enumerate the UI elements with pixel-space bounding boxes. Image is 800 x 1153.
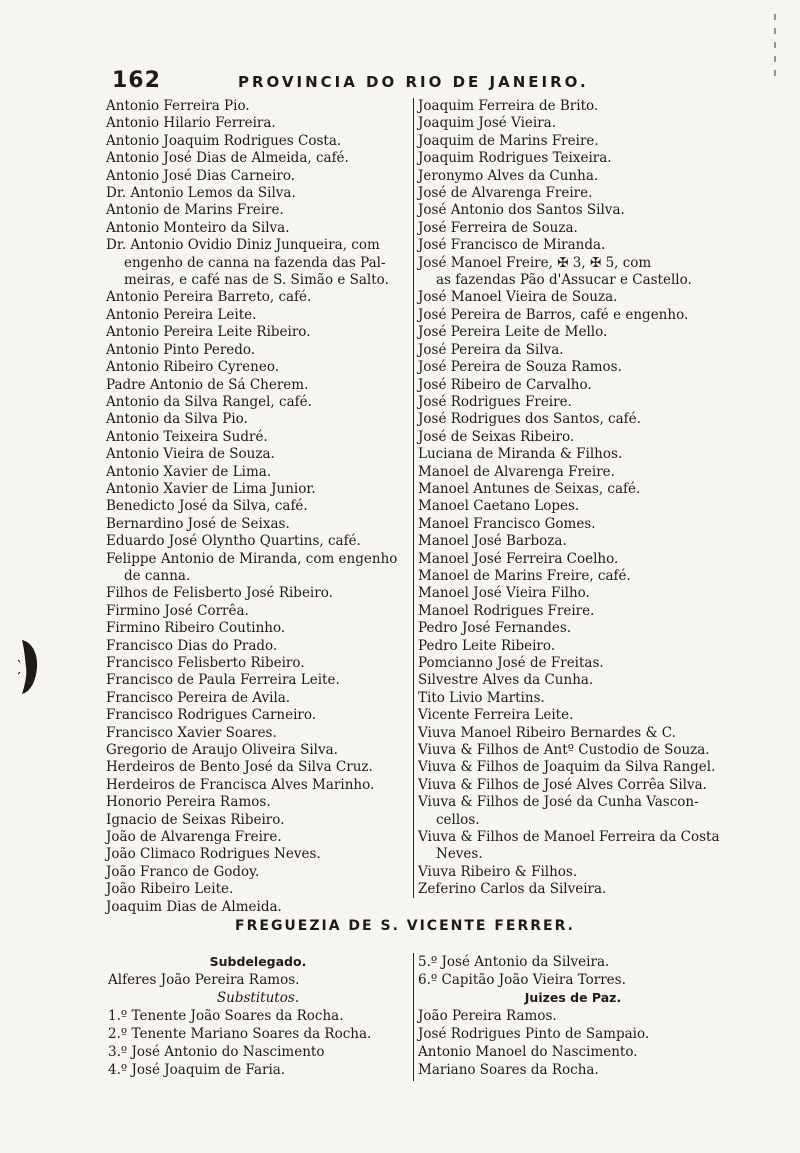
substituto-entry: 4.º José Joaquim de Faria. bbox=[108, 1062, 286, 1078]
list-entry: Pomcianno José de Freitas. bbox=[418, 655, 604, 671]
list-entry: meiras, e café nas de S. Simão e Salto. bbox=[124, 272, 389, 289]
list-entry: Manoel Rodrigues Freire. bbox=[418, 602, 595, 619]
list-entry: Francisco Pereira de Avila. bbox=[106, 689, 291, 706]
list-entry: Antonio José Dias Carneiro. bbox=[106, 167, 296, 184]
list-entry: Herdeiros de Bento José da Silva Cruz. bbox=[106, 759, 373, 776]
list-entry: Joaquim Rodrigues Teixeira. bbox=[418, 150, 612, 167]
list-entry: Manoel Antunes de Seixas, café. bbox=[418, 480, 641, 497]
list-entry: José de Seixas Ribeiro. bbox=[418, 428, 575, 445]
list-entry: Manoel de Alvarenga Freire. bbox=[418, 463, 615, 480]
list-entry: Antonio da Silva Rangel, café. bbox=[106, 393, 312, 410]
list-entry: Dr. Antonio Ovidio Diniz Junqueira, com bbox=[106, 237, 380, 254]
list-entry: Gregorio de Araujo Oliveira Silva. bbox=[106, 742, 338, 759]
list-entry: José Rodrigues dos Santos, café. bbox=[418, 411, 641, 428]
section-left-column bbox=[108, 953, 408, 1079]
list-entry: Zeferino Carlos da Silveira. bbox=[418, 881, 607, 898]
juiz-entry: José Rodrigues Pinto de Sampaio. bbox=[418, 1026, 650, 1042]
list-entry: João Climaco Rodrigues Neves. bbox=[106, 846, 321, 863]
list-entry: Luciana de Miranda & Filhos. bbox=[418, 446, 623, 463]
subdelegado-entry: Alferes João Pereira Ramos. bbox=[108, 972, 300, 988]
section-column-divider bbox=[413, 953, 414, 1081]
list-entry: Pedro Leite Ribeiro. bbox=[418, 637, 556, 654]
list-entry: Tito Livio Martins. bbox=[418, 689, 545, 706]
section-title: FREGUEZIA DE S. VICENTE FERRER. bbox=[235, 918, 575, 934]
list-entry: Antonio Pereira Barreto, café. bbox=[106, 289, 312, 306]
list-entry: Dr. Antonio Lemos da Silva. bbox=[106, 185, 296, 202]
list-entry: Felippe Antonio de Miranda, com engenho bbox=[106, 550, 398, 567]
substituto-entry: 1.º Tenente João Soares da Rocha. bbox=[108, 1008, 344, 1024]
list-entry: Neves. bbox=[436, 846, 483, 863]
substitutos-heading: Substitutos. bbox=[216, 990, 300, 1006]
substituto-entry: 5.º José Antonio da Silveira. bbox=[418, 954, 610, 970]
list-entry: Firmino José Corrêa. bbox=[106, 602, 249, 619]
list-entry: Viuva & Filhos de José da Cunha Vascon- bbox=[418, 794, 699, 811]
list-entry: Francisco de Paula Ferreira Leite. bbox=[106, 672, 340, 689]
list-entry: José de Alvarenga Freire. bbox=[418, 185, 593, 202]
list-entry: Francisco Rodrigues Carneiro. bbox=[106, 707, 317, 724]
right-column bbox=[418, 98, 730, 899]
list-entry: Joaquim Ferreira de Brito. bbox=[418, 98, 599, 114]
list-entry: Ignacio de Seixas Ribeiro. bbox=[106, 811, 285, 828]
list-entry: Viuva & Filhos de José Alves Corrêa Silva. bbox=[418, 776, 707, 793]
list-entry: Antonio Monteiro da Silva. bbox=[106, 219, 290, 236]
list-entry: João de Alvarenga Freire. bbox=[106, 829, 282, 846]
list-entry: Antonio Joaquim Rodrigues Costa. bbox=[106, 132, 342, 149]
left-column bbox=[106, 98, 411, 916]
list-entry: Viuva & Filhos de Joaquim da Silva Rangel. bbox=[418, 759, 716, 776]
list-entry: Antonio Ferreira Pio. bbox=[106, 98, 250, 114]
list-entry: José Manoel Freire, ✠ 3, ✠ 5, com bbox=[418, 254, 652, 271]
list-entry: Antonio Xavier de Lima Junior. bbox=[106, 480, 316, 497]
column-divider bbox=[413, 98, 414, 898]
list-entry: Vicente Ferreira Leite. bbox=[418, 707, 574, 724]
list-entry: José Rodrigues Freire. bbox=[418, 393, 572, 410]
list-entry: Viuva Ribeiro & Filhos. bbox=[418, 863, 578, 880]
list-entry: Benedicto José da Silva, café. bbox=[106, 498, 308, 515]
list-entry: João Franco de Godoy. bbox=[106, 863, 260, 880]
subdelegado-heading: Subdelegado. bbox=[209, 954, 307, 969]
list-entry: João Ribeiro Leite. bbox=[106, 881, 234, 898]
list-entry: Francisco Felisberto Ribeiro. bbox=[106, 655, 305, 671]
list-entry: Antonio Pereira Leite Ribeiro. bbox=[106, 324, 311, 341]
list-entry: Bernardino José de Seixas. bbox=[106, 515, 290, 532]
list-entry: Manoel de Marins Freire, café. bbox=[418, 567, 631, 584]
list-entry: de canna. bbox=[124, 567, 191, 584]
section-right-column bbox=[418, 953, 728, 1079]
list-entry: engenho de canna na fazenda das Pal- bbox=[124, 254, 386, 271]
page-number: 162 bbox=[112, 68, 161, 93]
margin-stamp-icon bbox=[18, 632, 40, 702]
list-entry: Antonio José Dias de Almeida, café. bbox=[106, 150, 349, 167]
list-entry: José Antonio dos Santos Silva. bbox=[418, 202, 625, 219]
substituto-entry: 6.º Capitão João Vieira Torres. bbox=[418, 972, 626, 988]
list-entry: Manoel José Ferreira Coelho. bbox=[418, 550, 619, 567]
list-entry: José Ferreira de Souza. bbox=[418, 219, 578, 236]
list-entry: Manoel Francisco Gomes. bbox=[418, 515, 596, 532]
running-head: PROVINCIA DO RIO DE JANEIRO. bbox=[238, 73, 589, 91]
page-edge-mark bbox=[772, 14, 778, 84]
list-entry: Antonio Pinto Peredo. bbox=[106, 341, 256, 358]
list-entry: Firmino Ribeiro Coutinho. bbox=[106, 620, 286, 637]
list-entry: Joaquim Dias de Almeida. bbox=[106, 898, 282, 915]
list-entry: Viuva Manoel Ribeiro Bernardes & C. bbox=[418, 724, 676, 741]
list-entry: Antonio de Marins Freire. bbox=[106, 202, 284, 219]
list-entry: Padre Antonio de Sá Cherem. bbox=[106, 376, 309, 393]
list-entry: Viuva & Filhos de Antº Custodio de Souza. bbox=[418, 742, 710, 759]
substituto-entry: 3.º José Antonio do Nascimento bbox=[108, 1044, 325, 1060]
list-entry: Francisco Xavier Soares. bbox=[106, 724, 277, 741]
list-entry: Honorio Pereira Ramos. bbox=[106, 794, 271, 811]
list-entry: Antonio Teixeira Sudré. bbox=[106, 428, 268, 445]
list-entry: Silvestre Alves da Cunha. bbox=[418, 672, 594, 689]
list-entry: Francisco Dias do Prado. bbox=[106, 637, 278, 654]
juizes-heading: Juizes de Paz. bbox=[524, 990, 622, 1005]
juiz-entry: Antonio Manoel do Nascimento. bbox=[418, 1044, 638, 1060]
juiz-entry: João Pereira Ramos. bbox=[418, 1008, 557, 1024]
list-entry: José Manoel Vieira de Souza. bbox=[418, 289, 618, 306]
list-entry: Viuva & Filhos de Manoel Ferreira da Costa bbox=[418, 829, 720, 846]
list-entry: Jeronymo Alves da Cunha. bbox=[418, 167, 599, 184]
list-entry: Antonio Vieira de Souza. bbox=[106, 446, 275, 463]
list-entry: Pedro José Fernandes. bbox=[418, 620, 572, 637]
list-entry: Antonio Pereira Leite. bbox=[106, 306, 257, 323]
list-entry: Antonio Hilario Ferreira. bbox=[106, 115, 276, 132]
list-entry: Antonio Xavier de Lima. bbox=[106, 463, 272, 480]
list-entry: José Ribeiro de Carvalho. bbox=[418, 376, 592, 393]
list-entry: Joaquim José Vieira. bbox=[418, 115, 557, 132]
list-entry: Manoel José Barboza. bbox=[418, 533, 567, 550]
list-entry: Manoel Caetano Lopes. bbox=[418, 498, 580, 515]
juiz-entry: Mariano Soares da Rocha. bbox=[418, 1062, 599, 1078]
list-entry: José Francisco de Miranda. bbox=[418, 237, 606, 254]
list-entry: Eduardo José Olyntho Quartins, café. bbox=[106, 533, 361, 550]
list-entry: José Pereira de Souza Ramos. bbox=[418, 359, 622, 376]
list-entry: José Pereira da Silva. bbox=[418, 341, 564, 358]
list-entry: Antonio Ribeiro Cyreneo. bbox=[106, 359, 279, 376]
list-entry: cellos. bbox=[436, 811, 480, 828]
list-entry: Joaquim de Marins Freire. bbox=[418, 132, 599, 149]
list-entry: Filhos de Felisberto José Ribeiro. bbox=[106, 585, 333, 602]
list-entry: Antonio da Silva Pio. bbox=[106, 411, 248, 428]
list-entry: José Pereira Leite de Mello. bbox=[418, 324, 608, 341]
list-entry: Manoel José Vieira Filho. bbox=[418, 585, 590, 602]
list-entry: as fazendas Pão d'Assucar e Castello. bbox=[436, 272, 692, 289]
list-entry: Herdeiros de Francisca Alves Marinho. bbox=[106, 776, 375, 793]
list-entry: José Pereira de Barros, café e engenho. bbox=[418, 306, 689, 323]
substituto-entry: 2.º Tenente Mariano Soares da Rocha. bbox=[108, 1026, 372, 1042]
page-header bbox=[110, 64, 680, 94]
